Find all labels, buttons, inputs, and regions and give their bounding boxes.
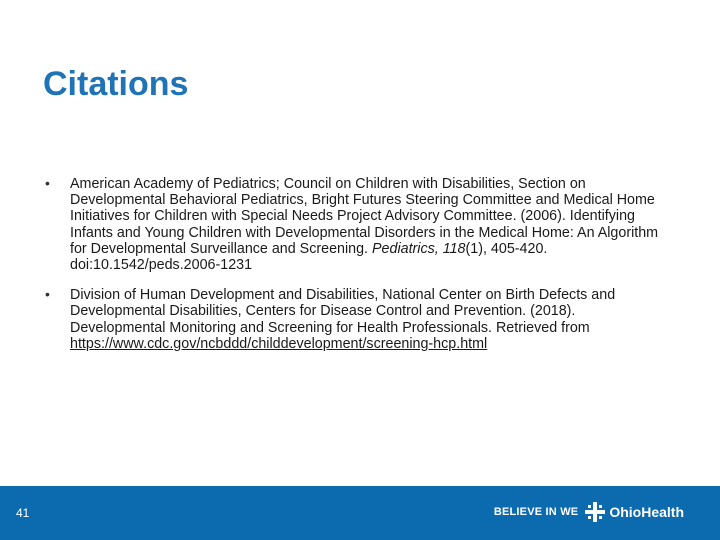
citation-text: American Academy of Pediatrics; Council on Children with Disabilities, Section on Developmental Behavioral Pediatrics, Bright Futures Steering Committee and Medical Home Initiatives for Children with Special Needs Project Advisory Committee. (2006). Identifying Infants and Young Children with Developmental Disorders in the Medical Home: An Algorithm for Developmental Surveillance and Screening. <box>70 176 659 257</box>
citation-text: (1), 405-420. doi:10.1542/peds.2006-1231 <box>70 240 548 274</box>
citation-text: Division of Human Development and Disabilities, National Center on Birth Defects and Developmental Disabilities, Centers for Disease Control and Prevention. (2018). Developmental Monitoring and Screening for Health Professionals. Retrieved from <box>70 287 616 336</box>
page-number: 41 <box>16 506 30 520</box>
brand-tagline: BELIEVE IN WE <box>493 506 579 518</box>
citation-journal: Pediatrics, 118 <box>372 240 466 257</box>
brand-logo <box>494 492 684 532</box>
brand-name: OhioHealth <box>609 504 684 520</box>
citation-item <box>40 176 660 273</box>
slide-title: Citations <box>43 65 189 103</box>
bullet-icon: • <box>45 175 50 191</box>
ohiohealth-logo-icon <box>584 501 606 523</box>
citation-item <box>40 287 660 352</box>
citation-link[interactable]: https://www.cdc.gov/ncbddd/childdevelopment/screening-hcp.html <box>70 335 488 352</box>
bullet-icon: • <box>45 286 50 303</box>
footer-bar <box>0 486 720 540</box>
citation-list <box>40 176 660 366</box>
